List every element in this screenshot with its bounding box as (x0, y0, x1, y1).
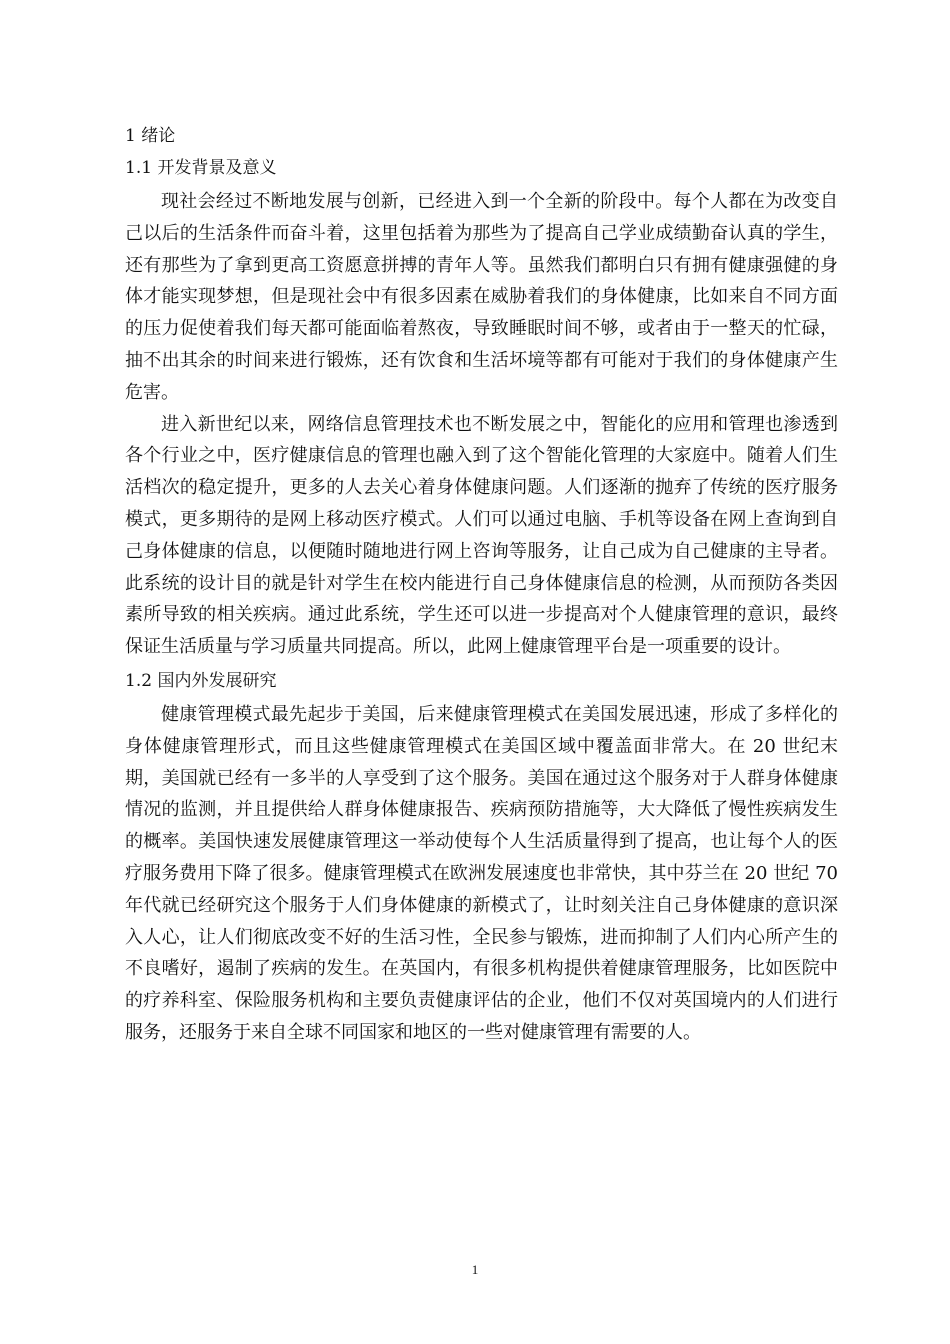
section-title-1-2: 1.2 国内外发展研究 (125, 670, 277, 691)
page-number: 1 (471, 1262, 479, 1277)
chapter-title: 1 绪论 (125, 126, 176, 146)
paragraph-new-century: 进入新世纪以来，网络信息管理技术也不断发展之中，智能化的应用和管理也渗透到各个行业之中，医疗健康信息的管理也融入到了这个智能化管理的大家庭中。随着人们生活档次的稳定提升，更多的人去关心着身体健康问题。人们逐渐的抛弃了传统的医疗服务模式，更多期待的是网上移动医疗模式。人们可以通过电脑、手机等设备在网上查询到自己身体健康的信息，以便随时随地进行网上咨询等服务，让自己成为自己健康的主导者。此系统的设计目的就是针对学生在校内能进行自己身体健康信息的检测，从而预防各类因素所导致的相关疾病。通过此系统，学生还可以进一步提高对个人健康管理的意识，最终保证生活质量与学习质量共同提高。所以，此网上健康管理平台是一项重要的设计。 (125, 413, 838, 658)
page-content (125, 122, 838, 1049)
section-title-1-1: 1.1 开发背景及意义 (125, 158, 277, 178)
paragraph-domestic-foreign: 健康管理模式最先起步于美国，后来健康管理模式在美国发展迅速，形成了多样化的身体健康管理形式，而且这些健康管理模式在美国区域中覆盖面非常大。在 20 世纪末期，美国就已经有一多半的人享受到了这个服务。美国在通过这个服务对于人群身体健康情况的监测，并且提供给人群身体健康报告、疾病预防措施等，大大降低了慢性疾病发生的概率。美国快速发展健康管理这一举动使每个人生活质量得到了提高，也让每个人的医疗服务费用下降了很多。健康管理模式在欧洲发展速度也非常快，其中芬兰在 20 世纪 70 年代就已经研究这个服务于人们身体健康的新模式了，让时刻关注自己身体健康的意识深入人心，让人们彻底改变不好的生活习性，全民参与锻炼，进而抑制了人们内心所产生的不良嗜好，遏制了疾病的发生。在英国内，有很多机构提供着健康管理服务，比如医院中的疗养科室、保险服务机构和主要负责健康评估的企业，他们不仅对英国境内的人们进行服务，还服务于来自全球不同国家和地区的一些对健康管理有需要的人。 (125, 703, 838, 1043)
paragraph-background: 现社会经过不断地发展与创新，已经进入到一个全新的阶段中。每个人都在为改变自己以后的生活条件而奋斗着，这里包括着为那些为了提高自己学业成绩勤奋认真的学生，还有那些为了拿到更高工资愿意拼搏的青年人等。虽然我们都明白只有拥有健康强健的身体才能实现梦想，但是现社会中有很多因素在威胁着我们的身体健康，比如来自不同方面的压力促使着我们每天都可能面临着熬夜，导致睡眠时间不够，或者由于一整天的忙碌，抽不出其余的时间来进行锻炼，还有饮食和生活坏境等都有可能对于我们的身体健康产生危害。 (125, 191, 838, 403)
